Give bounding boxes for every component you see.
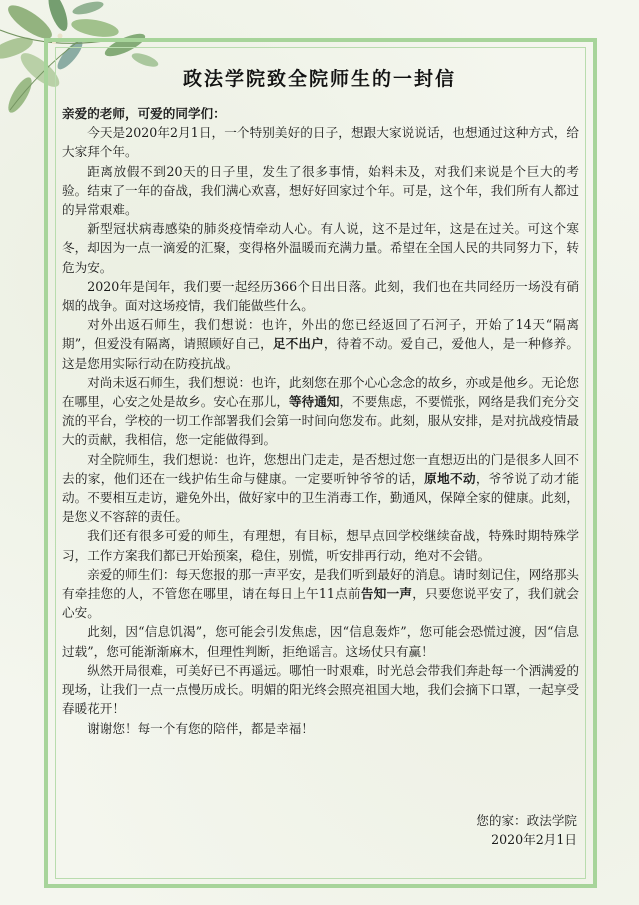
paragraph-text: 我们还有很多可爱的师生，有理想，有目标，想早点回学校继续奋战，特殊时期特殊学习，工作方案我们都已开始预案，稳住，别慌，听安排再行动，绝对不会错。 bbox=[62, 528, 579, 563]
paragraph-text: ，只要您说平安了，我们就会心安。 bbox=[62, 586, 580, 621]
paragraph-text: 2020年是闰年，我们要一起经历366个日出日落。此刻，我们也在共同经历一场没有硝烟的战争。面对这场疫情，我们能做些什么。 bbox=[62, 278, 579, 314]
emphasis-text: 原地不动 bbox=[424, 470, 476, 486]
letter-paragraph bbox=[62, 162, 579, 220]
paragraph-text: 纵然开局很难，可美好已不再遥远。哪怕一时艰难，时光总会带我们奔赴每一个洒满爱的现场，让我们一点一点慢历成长。明媚的阳光终会照亮祖国大地，我们会摘下口罩，一起享受春暖花开！ bbox=[62, 662, 579, 717]
letter-paragraph bbox=[62, 277, 579, 315]
letter-paragraph bbox=[62, 661, 579, 719]
paragraph-text: 对外出返石师生，我们想说：也许，外出的您已经返回了石河子，开始了14天“隔离期”，但爱没有隔离，请照顾好自己， bbox=[62, 317, 579, 352]
emphasis-text: 告知一声 bbox=[360, 586, 413, 602]
letter-paragraph bbox=[62, 315, 579, 373]
letter-paragraph bbox=[62, 719, 579, 738]
emphasis-text: 等待通知 bbox=[288, 394, 340, 410]
letter-paragraph bbox=[62, 373, 579, 450]
emphasis-text: 足不出户 bbox=[272, 336, 324, 352]
letter-paragraph bbox=[62, 565, 579, 623]
signature-block bbox=[476, 811, 577, 849]
paragraph-text: 今天是2020年2月1日，一个特别美好的日子，想跟大家说说话，也想通过这种方式，给大家拜个年。 bbox=[62, 125, 579, 160]
paragraph-text: 亲爱的师生们：每天您报的那一声平安，是我们听到最好的消息。请时刻记住，网络那头有牵挂您的人，不管您在哪里，请在每日上午11点前 bbox=[62, 566, 579, 602]
paragraph-text: 对全院师生，我们想说：也许，您想出门走走，是否想过您一直想迈出的门是很多人回不去的家，他们还在一线护佑生命与健康。一定要听钟爷爷的话， bbox=[62, 451, 579, 486]
signature-date: 2020年2月1日 bbox=[491, 832, 577, 847]
paragraph-text: 新型冠状病毒感染的肺炎疫情牵动人心。有人说，这不是过年，这是在过关。可这个寒冬，却因为一点一滴爱的汇聚，变得格外温暖而充满力量。希望在全国人民的共同努力下，转危为安。 bbox=[62, 221, 579, 275]
paragraph-text: 此刻，因“信息饥渴”，您可能会引发焦虑，因“信息轰炸”，您可能会恐慌过渡，因“信息过载”，您可能渐渐麻木，但理性判断，拒绝谣言。这场仗只有赢！ bbox=[62, 624, 579, 659]
letter-body bbox=[62, 104, 579, 738]
paragraph-text: 对尚未返石师生，我们想说：也许，此刻您在那个心心念念的故乡，亦或是他乡。无论您在哪里，心安之处是故乡。安心在那儿， bbox=[62, 374, 579, 410]
letter-paragraph bbox=[62, 622, 579, 660]
letter-title: 政法学院致全院师生的一封信 bbox=[182, 68, 456, 90]
paragraph-text: ，爷爷说了动才能动。不要相互走访，避免外出，做好家中的卫生消毒工作，勤通风，保障全家的健康。此刻，是您义不容辞的责任。 bbox=[62, 470, 580, 525]
letter-paragraph bbox=[62, 123, 579, 161]
paragraph-text: 谢谢您！每一个有您的陪伴，都是幸福！ bbox=[87, 720, 314, 736]
paragraph-text: 距离放假不到20天的日子里，发生了很多事情，始料未及，对我们来说是个巨大的考验。结束了一年的奋战，我们满心欢喜，想好好回家过个年。可是，这个年，我们所有人都过的异常艰难。 bbox=[62, 163, 579, 218]
letter-paragraph bbox=[62, 219, 579, 277]
letter-paragraph bbox=[62, 450, 579, 527]
paragraph-text: ，不要焦虑，不要慌张，网络是我们充分交流的平台，学校的一切工作部署我们会第一时间向您发布。此刻，服从安排，是对抗战疫情最大的贡献，我相信，您一定能做得到。 bbox=[62, 394, 580, 448]
signature-sender: 您的家：政法学院 bbox=[476, 813, 577, 828]
letter-paragraph bbox=[62, 526, 579, 564]
greeting: 亲爱的老师，可爱的同学们： bbox=[62, 106, 226, 121]
paragraph-text: ，待着不动。爱自己，爱他人，是一种修养。这是您用实际行动在防疫抗战。 bbox=[62, 336, 579, 371]
